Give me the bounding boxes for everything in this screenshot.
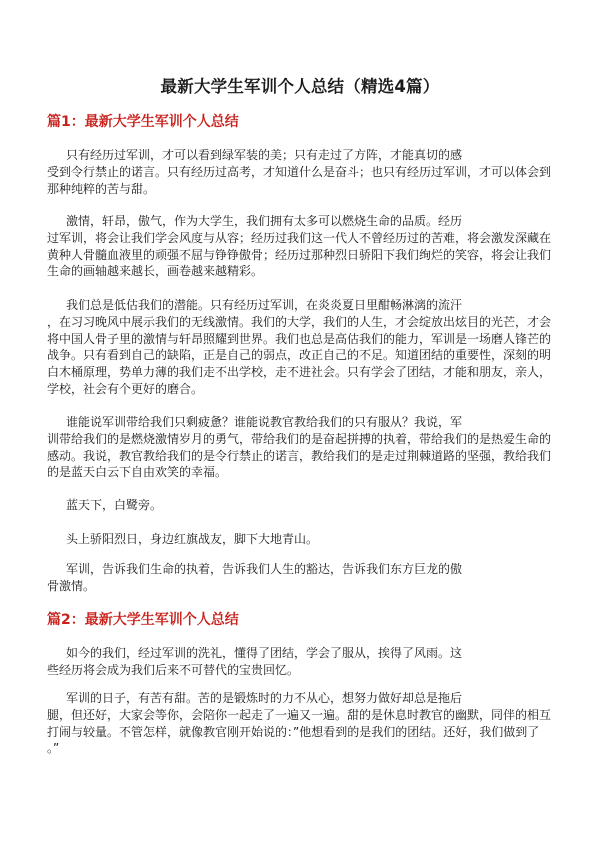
paragraph-line: 骨激情。 <box>47 578 96 593</box>
paragraph-line: 激情，轩昂，傲气，作为大学生，我们拥有太多可以燃烧生命的品质。经历 <box>66 214 463 228</box>
paragraph-line: 些经历将会成为我们后来不可替代的宝贵回忆。 <box>47 662 300 677</box>
section-heading: 篇1：最新大学生军训个人总结 <box>47 114 239 130</box>
paragraph-line: 训带给我们的是燃烧激情岁月的勇气，带给我们的是奋起拼搏的执着，带给我们的是热爱生命的 <box>47 431 552 446</box>
paragraph-line: 受到令行禁止的诺言。只有经历过高考，才知道什么是奋斗；也只有经历过军训，才可以体会到 <box>47 164 552 179</box>
paragraph-line: 过军训，将会让我们学会风度与从容；经历过我们这一代人不曾经历过的苦难，将会激发深藏在 <box>47 230 552 245</box>
paragraph-line: 如今的我们，经过军训的洗礼，懂得了团结，学会了服从，挨得了风雨。这 <box>66 646 463 660</box>
paragraph-line: 军训，告诉我们生命的执着，告诉我们人生的豁达，告诉我们东方巨龙的傲 <box>66 562 463 576</box>
paragraph-line: ，在习习晚风中展示我们的无线激情。我们的大学，我们的人生，才会绽放出炫目的光芒，才会 <box>47 314 552 329</box>
paragraph-line: 战争。只有看到自己的缺陷，正是自己的弱点，改正自己的不足。知道团结的重要性，深刻的明 <box>47 348 552 363</box>
paragraph-line: 的是蓝天白云下自由欢笑的幸福。 <box>47 465 228 480</box>
paragraph-line: 白木桶原理，势单力薄的我们走不出学校，走不进社会。只有学会了团结，才能和朋友，亲人， <box>47 365 552 380</box>
paragraph-line: 打闹与较量。不管怎样，就像教官刚开始说的：”他想看到的是我们的团结。还好，我们做到了 <box>47 724 540 739</box>
paragraph-line: 蓝天下，白鹭旁。 <box>66 498 163 512</box>
paragraph-line: 那种纯粹的苦与甜。 <box>47 181 156 196</box>
paragraph-line: 黄种人骨髓血液里的顽强不屈与铮铮傲骨；经历过那种烈日骄阳下我们绚烂的笑容，将会让我们 <box>47 247 552 262</box>
paragraph-line: 学校，社会有个更好的磨合。 <box>47 382 204 396</box>
paragraph-line: 。” <box>47 741 60 756</box>
paragraph-line: 军训的日子，有苦有甜。苦的是锻炼时的力不从心，想努力做好却总是拖后 <box>66 691 463 705</box>
paragraph-line: 谁能说军训带给我们只剩疲惫？谁能说教官教给我们的只有服从？我说，军 <box>66 415 463 429</box>
paragraph-line: 我们总是低估我们的潜能。只有经历过军训，在炎炎夏日里酣畅淋漓的流汗 <box>66 298 463 312</box>
paragraph-line: 头上骄阳烈日，身边红旗战友，脚下大地青山。 <box>66 532 319 546</box>
paragraph-line: 腿，但还好，大家会等你，会陪你一起走了一遍又一遍。甜的是休息时教官的幽默，同伴的相互 <box>47 707 552 722</box>
document-title: 最新大学生军训个人总结（精选4篇） <box>160 77 440 96</box>
paragraph-line: 感动。我说，教官教给我们的是令行禁止的诺言，教给我们的是走过荆棘道路的坚强，教给我们 <box>47 448 552 463</box>
section-heading: 篇2：最新大学生军训个人总结 <box>47 612 239 628</box>
paragraph-line: 生命的画轴越来越长，画卷越来越精彩。 <box>47 264 264 279</box>
paragraph-line: 将中国人骨子里的激情与轩昂照耀到世界。我们也总是高估我们的能力，军训是一场磨人锋芒的 <box>47 331 552 346</box>
paragraph-line: 只有经历过军训，才可以看到绿军装的美；只有走过了方阵，才能真切的感 <box>66 148 463 162</box>
